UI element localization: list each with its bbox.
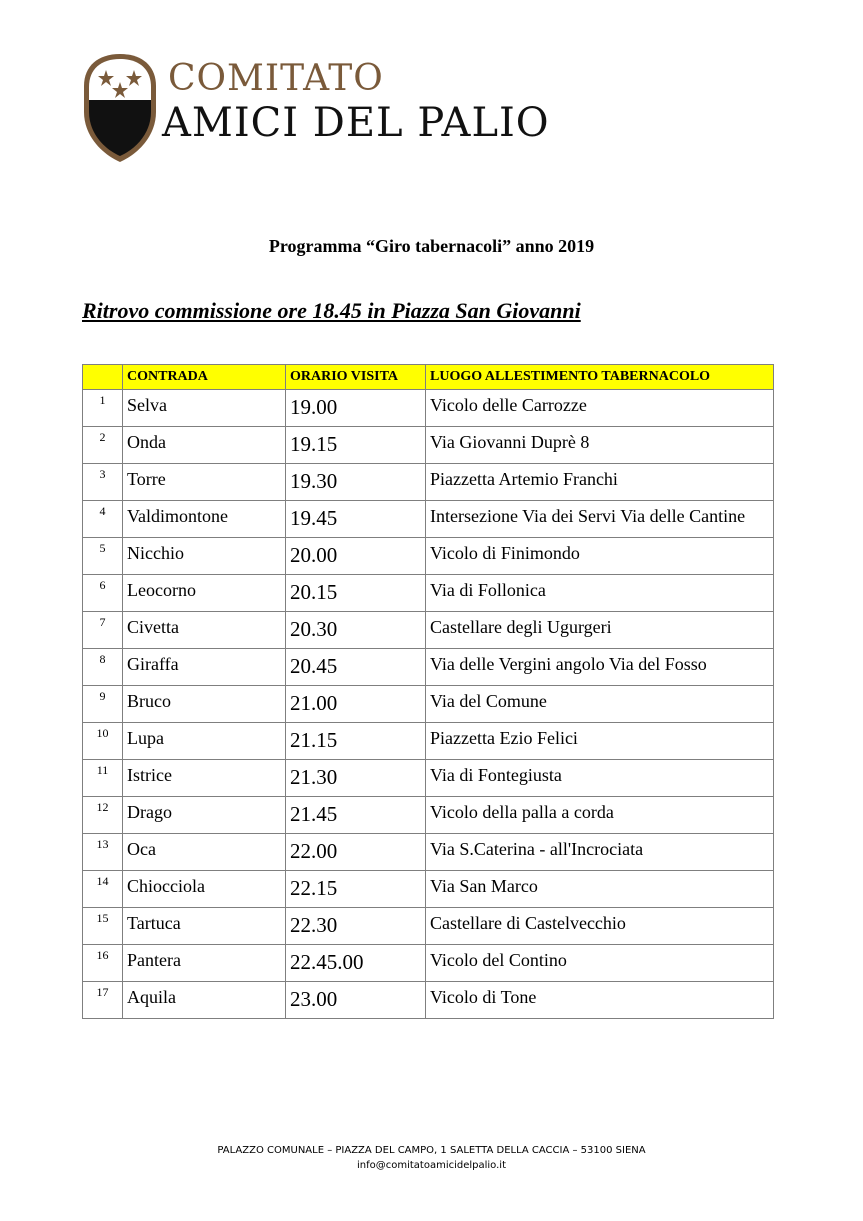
orario-cell: 20.30 <box>286 612 426 649</box>
luogo-cell: Vicolo del Contino <box>426 945 774 982</box>
luogo-cell: Via S.Caterina - all'Incrociata <box>426 834 774 871</box>
row-number: 8 <box>83 649 123 686</box>
table-row <box>83 686 774 723</box>
table-row <box>83 612 774 649</box>
table-row <box>83 797 774 834</box>
col-header-luogo: LUOGO ALLESTIMENTO TABERNACOLO <box>426 365 774 390</box>
logo-line-2: AMICI DEL PALIO <box>162 100 550 146</box>
row-number: 7 <box>83 612 123 649</box>
table-row <box>83 464 774 501</box>
table-row <box>83 649 774 686</box>
logo-line-1: COMITATO <box>168 58 384 99</box>
orario-cell: 19.15 <box>286 427 426 464</box>
luogo-cell: Via Giovanni Duprè 8 <box>426 427 774 464</box>
table-row <box>83 575 774 612</box>
col-header-number <box>83 365 123 390</box>
orario-cell: 22.30 <box>286 908 426 945</box>
contrada-cell: Oca <box>123 834 286 871</box>
orario-cell: 20.00 <box>286 538 426 575</box>
contrada-cell: Selva <box>123 390 286 427</box>
contrada-cell: Istrice <box>123 760 286 797</box>
contrada-cell: Valdimontone <box>123 501 286 538</box>
luogo-cell: Intersezione Via dei Servi Via delle Cantine <box>426 501 774 538</box>
meeting-subtitle: Ritrovo commissione ore 18.45 in Piazza San Giovanni <box>82 298 581 323</box>
table-row <box>83 723 774 760</box>
row-number: 1 <box>83 390 123 427</box>
luogo-cell: Via di Fontegiusta <box>426 760 774 797</box>
table-row <box>83 945 774 982</box>
contrada-cell: Civetta <box>123 612 286 649</box>
footer-address: PALAZZO COMUNALE – PIAZZA DEL CAMPO, 1 SALETTA DELLA CACCIA – 53100 SIENA <box>217 1145 646 1156</box>
table-row <box>83 834 774 871</box>
table-row <box>83 871 774 908</box>
table-row <box>83 427 774 464</box>
contrada-cell: Bruco <box>123 686 286 723</box>
contrada-cell: Onda <box>123 427 286 464</box>
luogo-cell: Via di Follonica <box>426 575 774 612</box>
luogo-cell: Vicolo delle Carrozze <box>426 390 774 427</box>
table-row <box>83 908 774 945</box>
contrada-cell: Aquila <box>123 982 286 1019</box>
luogo-cell: Piazzetta Ezio Felici <box>426 723 774 760</box>
row-number: 14 <box>83 871 123 908</box>
orario-cell: 21.15 <box>286 723 426 760</box>
contrada-cell: Pantera <box>123 945 286 982</box>
luogo-cell: Castellare di Castelvecchio <box>426 908 774 945</box>
orario-cell: 22.00 <box>286 834 426 871</box>
orario-cell: 19.00 <box>286 390 426 427</box>
logo <box>80 52 550 167</box>
col-header-orario: ORARIO VISITA <box>286 365 426 390</box>
orario-cell: 20.15 <box>286 575 426 612</box>
row-number: 12 <box>83 797 123 834</box>
table-row <box>83 760 774 797</box>
page-title: Programma “Giro tabernacoli” anno 2019 <box>268 236 595 256</box>
luogo-cell: Vicolo di Tone <box>426 982 774 1019</box>
row-number: 6 <box>83 575 123 612</box>
orario-cell: 21.00 <box>286 686 426 723</box>
orario-cell: 23.00 <box>286 982 426 1019</box>
row-number: 5 <box>83 538 123 575</box>
row-number: 4 <box>83 501 123 538</box>
orario-cell: 21.45 <box>286 797 426 834</box>
contrada-cell: Torre <box>123 464 286 501</box>
luogo-cell: Vicolo della palla a corda <box>426 797 774 834</box>
table-row <box>83 538 774 575</box>
row-number: 10 <box>83 723 123 760</box>
luogo-cell: Castellare degli Ugurgeri <box>426 612 774 649</box>
contrada-cell: Chiocciola <box>123 871 286 908</box>
row-number: 9 <box>83 686 123 723</box>
row-number: 13 <box>83 834 123 871</box>
orario-cell: 19.45 <box>286 501 426 538</box>
col-header-contrada: CONTRADA <box>123 365 286 390</box>
footer <box>0 1143 863 1173</box>
orario-cell: 19.30 <box>286 464 426 501</box>
row-number: 17 <box>83 982 123 1019</box>
footer-email: info@comitatoamicidelpalio.it <box>356 1160 507 1171</box>
schedule-table <box>82 364 774 1019</box>
contrada-cell: Giraffa <box>123 649 286 686</box>
orario-cell: 21.30 <box>286 760 426 797</box>
luogo-cell: Via del Comune <box>426 686 774 723</box>
contrada-cell: Leocorno <box>123 575 286 612</box>
row-number: 3 <box>83 464 123 501</box>
table-row <box>83 390 774 427</box>
contrada-cell: Tartuca <box>123 908 286 945</box>
orario-cell: 22.15 <box>286 871 426 908</box>
contrada-cell: Nicchio <box>123 538 286 575</box>
row-number: 16 <box>83 945 123 982</box>
row-number: 11 <box>83 760 123 797</box>
table-row <box>83 982 774 1019</box>
luogo-cell: Via San Marco <box>426 871 774 908</box>
table-header-row <box>83 365 774 390</box>
contrada-cell: Drago <box>123 797 286 834</box>
row-number: 2 <box>83 427 123 464</box>
contrada-cell: Lupa <box>123 723 286 760</box>
orario-cell: 22.45.00 <box>286 945 426 982</box>
luogo-cell: Piazzetta Artemio Franchi <box>426 464 774 501</box>
table-row <box>83 501 774 538</box>
luogo-cell: Vicolo di Finimondo <box>426 538 774 575</box>
luogo-cell: Via delle Vergini angolo Via del Fosso <box>426 649 774 686</box>
row-number: 15 <box>83 908 123 945</box>
orario-cell: 20.45 <box>286 649 426 686</box>
shield-emblem-icon <box>80 52 160 164</box>
